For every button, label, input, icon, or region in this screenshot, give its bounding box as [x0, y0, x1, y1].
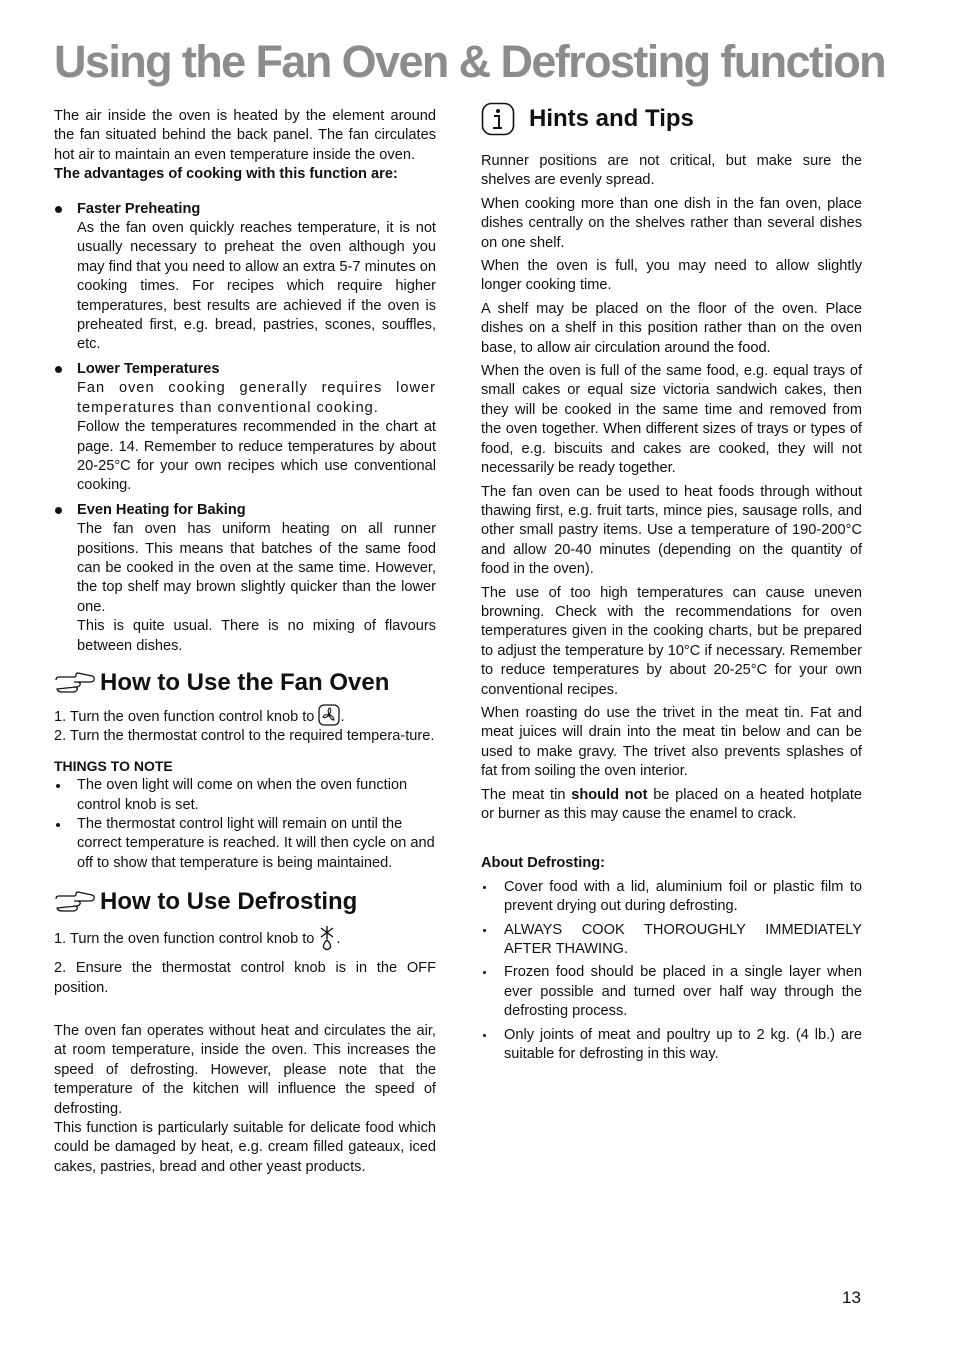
- page-number: 13: [842, 1288, 861, 1307]
- text: The meat tin: [481, 786, 566, 803]
- list-item: [54, 360, 436, 496]
- hint-para: When the oven is full, you may need to allow slightly longer cooking time.: [481, 258, 862, 294]
- hint-para: The use of too high temperatures can cause uneven browning. Check with the recommendations for oven temperatures given in the cooking charts, but be prepared to adjust the temperature by 10°C if necessary. Remember to reduce temperatures by about 20-25°C for your own conventional recipes.: [481, 584, 862, 698]
- things-list: [54, 776, 436, 873]
- page-title: Using the Fan Oven & Defrosting function: [54, 36, 886, 87]
- hint-para: When roasting do use the trivet in the meat tin. Fat and meat juices will drain into the meat tin below and can be used to make gravy. The trivet also prevents splashes of fat from soiling the oven interior.: [481, 704, 862, 780]
- heading-text: How to Use the Fan Oven: [100, 668, 390, 696]
- about-defrosting-list: [481, 878, 862, 1065]
- step-text: 1. Turn the oven function control knob to: [54, 931, 315, 948]
- advantages-text: The advantages of cooking with this function are:: [54, 166, 398, 183]
- bullet-icon: [55, 366, 62, 373]
- defrost-para-1: The oven fan operates without heat and circulates the air, at room temperature, inside the oven. This increases the speed of defrosting. However, please note that the temperature of the kitchen will influence the speed of defrosting.: [54, 1023, 436, 1117]
- step-text: 1. Turn the oven function control knob to: [54, 708, 315, 725]
- item-title: Lower Temperatures: [77, 360, 220, 377]
- list-text: ALWAYS COOK THOROUGHLY IMMEDIATELY AFTER THAWING.: [504, 921, 862, 958]
- bullet-icon: [55, 507, 62, 514]
- fan-step-1: 1. Turn the oven function control knob to .: [54, 704, 436, 727]
- list-item: [54, 776, 436, 815]
- hint-para: A shelf may be placed on the floor of the oven. Place dishes on a shelf in this position rather than on the oven base, to allow air circulation around the food.: [481, 300, 862, 356]
- intro: [54, 107, 436, 185]
- hints-heading: [481, 102, 862, 136]
- list-text: Only joints of meat and poultry up to 2 kg. (4 lb.) are suitable for defrosting in this way.: [504, 1026, 862, 1063]
- defrost-symbol-icon: [318, 925, 336, 951]
- intro-text: The air inside the oven is heated by the element around the fan situated behind the back panel. The fan circulates hot air to maintain an even temperature inside the oven.: [54, 108, 436, 163]
- bullet-icon: [56, 823, 60, 827]
- list-text: The thermostat control light will remain on until the correct temperature is reached. It will then cycle on and off to show that temperature is being maintained.: [77, 816, 435, 871]
- left-column: [54, 107, 436, 1177]
- item-text: As the fan oven quickly reaches temperature, it is not usually necessary to preheat the oven although you may find that you need to allow an extra 5-7 minutes on cooking times. For recipes which require higher temperatures, best results are achieved if the oven is preheated first, e.g. bread, pastries, scones, souffles, etc.: [77, 220, 436, 353]
- advantages-list: [54, 200, 436, 656]
- heading-text: How to Use Defrosting: [100, 888, 358, 916]
- item-text: This is quite usual. There is no mixing of flavours between dishes.: [77, 618, 436, 654]
- bullet-icon: [483, 886, 486, 889]
- hint-para: When cooking more than one dish in the fan oven, place dishes centrally on the shelves rather than several dishes on one shelf.: [481, 195, 862, 251]
- list-item: [54, 501, 436, 656]
- list-item: [481, 963, 862, 1021]
- bullet-icon: [483, 929, 486, 932]
- bullet-icon: [56, 784, 60, 788]
- list-item: [481, 878, 862, 917]
- fan-symbol-icon: [318, 704, 340, 726]
- bullet-icon: [483, 1034, 486, 1037]
- things-to-note-title: THINGS TO NOTE: [54, 757, 173, 774]
- bullet-icon: [483, 971, 486, 974]
- list-item: [481, 921, 862, 960]
- list-item: [54, 200, 436, 355]
- pointing-hand-icon: [54, 672, 96, 694]
- item-title: Faster Preheating: [77, 200, 201, 217]
- list-text: Cover food with a lid, aluminium foil or plastic film to prevent drying out during defrosting.: [504, 878, 862, 915]
- defrost-step-1: 1. Turn the oven function control knob to .: [54, 925, 436, 951]
- defrost-heading: [54, 887, 436, 917]
- list-item: [54, 815, 436, 873]
- meat-tin-para: [481, 786, 862, 825]
- bullet-icon: [55, 206, 62, 213]
- list-item: [481, 1026, 862, 1065]
- list-text: Frozen food should be placed in a single layer when ever possible and turned over half way through the defrosting process.: [504, 964, 862, 1020]
- item-text: Follow the temperatures recommended in the chart at page. 14. Remember to reduce temperatures by about 20-25°C for your own recipes which use conventional cooking.: [77, 419, 436, 494]
- info-icon: [481, 102, 515, 136]
- defrost-para-2: This function is particularly suitable for delicate food which could be damaged by heat, e.g. cream filled gateaux, iced cakes, pastries, bread and other yeast products.: [54, 1120, 436, 1175]
- item-text: Fan oven cooking generally requires lower temperatures than conventional cooking.: [77, 380, 436, 416]
- right-column: [481, 102, 862, 1068]
- about-defrosting-title: About Defrosting:: [481, 855, 606, 872]
- heading-text: Hints and Tips: [529, 105, 694, 133]
- defrost-step-2: 2. Ensure the thermostat control knob is in the OFF position.: [54, 960, 436, 996]
- pointing-hand-icon: [54, 891, 96, 913]
- emphasis: should not: [571, 786, 648, 803]
- text: be placed on a heated hotplate or burner as this may cause the enamel to crack.: [481, 786, 862, 822]
- hint-para: When the oven is full of the same food, e.g. equal trays of small cakes or equal size victoria sandwich cakes, then they will be cooked in the same time and removed from the oven together. When different sizes of trays or types of food, e.g. biscuits and cakes are cooked, they will not necessarily be ready together.: [481, 363, 862, 477]
- fan-oven-heading: [54, 668, 436, 698]
- item-title: Even Heating for Baking: [77, 501, 246, 518]
- list-text: The oven light will come on when the oven function control knob is set.: [77, 777, 408, 813]
- hint-para: Runner positions are not critical, but make sure the shelves are evenly spread.: [481, 153, 862, 189]
- hint-para: The fan oven can be used to heat foods through without thawing first, e.g. fruit tarts, mince pies, sausage rolls, and other small pastry items. Use a temperature of 190-200°C and allow 20-40 minutes (depending on the quantity of food in the oven).: [481, 483, 862, 578]
- fan-step-2: 2. Turn the thermostat control to the required tempera-ture.: [54, 728, 435, 745]
- item-text: The fan oven has uniform heating on all runner positions. This means that batches of the same food can be cooked in the oven at the same time. However, the top shelf may brown slightly quicker than the lower one.: [77, 521, 436, 615]
